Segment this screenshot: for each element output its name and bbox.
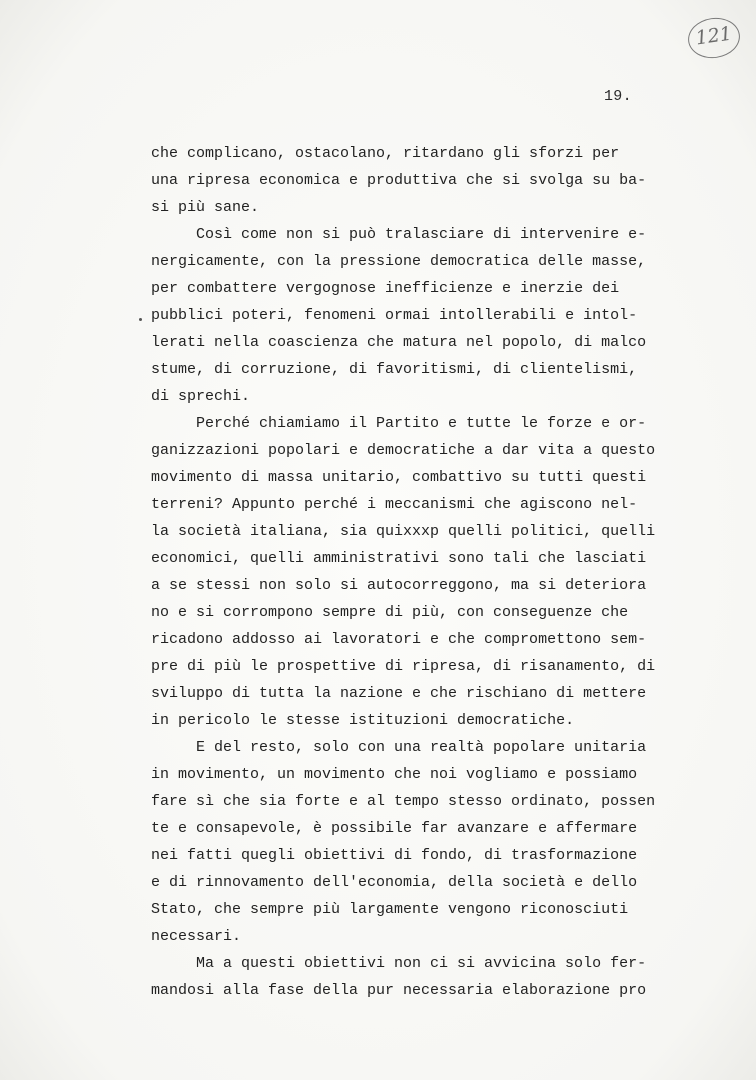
text-line: no e si corrompono sempre di più, con conseguenze che (151, 604, 629, 621)
text-line: e di rinnovamento dell'economia, della società e dello (151, 874, 638, 891)
archive-stamp (685, 15, 742, 62)
paragraph-start-line: Perché chiamiamo il Partito e tutte le forze e or- (196, 415, 647, 432)
text-line: per combattere vergognose inefficienze e inerzie dei (151, 280, 620, 297)
text-line: ricadono addosso ai lavoratori e che compromettono sem- (151, 631, 647, 648)
text-line: terreni? Appunto perché i meccanismi che agiscono nel- (151, 496, 638, 513)
text-line: te e consapevole, è possibile far avanzare e affermare (151, 820, 638, 837)
text-line: economici, quelli amministrativi sono tali che lasciati (151, 550, 647, 567)
text-line: Stato, che sempre più largamente vengono riconosciuti (151, 901, 629, 918)
paragraph-start-line: Ma a questi obiettivi non ci si avvicina solo fer- (196, 955, 647, 972)
paragraph-start-line: Così come non si può tralasciare di intervenire e- (196, 226, 647, 243)
text-line: che complicano, ostacolano, ritardano gli sforzi per (151, 145, 620, 162)
text-line: necessari. (151, 928, 242, 945)
text-line: la società italiana, sia quixxxp quelli politici, quelli (151, 523, 656, 540)
text-line: a se stessi non solo si autocorreggono, ma si deteriora (151, 577, 647, 594)
text-line: ganizzazioni popolari e democratiche a dar vita a questo (151, 442, 656, 459)
text-line: pre di più le prospettive di ripresa, di risanamento, di (151, 658, 656, 675)
body-text (151, 140, 711, 1004)
paragraph-start-line: E del resto, solo con una realtà popolare unitaria (196, 739, 647, 756)
text-line: di sprechi. (151, 388, 251, 405)
page-number: 19. (604, 88, 632, 105)
text-line: sviluppo di tutta la nazione e che rischiano di mettere (151, 685, 647, 702)
text-line: movimento di massa unitario, combattivo su tutti questi (151, 469, 647, 486)
text-line: mandosi alla fase della pur necessaria elaborazione pro (151, 982, 647, 999)
text-line: pubblici poteri, fenomeni ormai intollerabili e intol- (151, 307, 638, 324)
archive-stamp-number: 121 (694, 22, 734, 50)
text-line: in movimento, un movimento che noi vogliamo e possiamo (151, 766, 638, 783)
text-line: si più sane. (151, 199, 260, 216)
text-line: stume, di corruzione, di favoritismi, di clientelismi, (151, 361, 638, 378)
text-line: nei fatti quegli obiettivi di fondo, di trasformazione (151, 847, 638, 864)
text-line: in pericolo le stesse istituzioni democratiche. (151, 712, 575, 729)
margin-mark (139, 318, 142, 321)
text-line: fare sì che sia forte e al tempo stesso ordinato, possen (151, 793, 656, 810)
text-line: nergicamente, con la pressione democratica delle masse, (151, 253, 647, 270)
text-line: lerati nella coascienza che matura nel popolo, di malco (151, 334, 647, 351)
text-line: una ripresa economica e produttiva che si svolga su ba- (151, 172, 647, 189)
